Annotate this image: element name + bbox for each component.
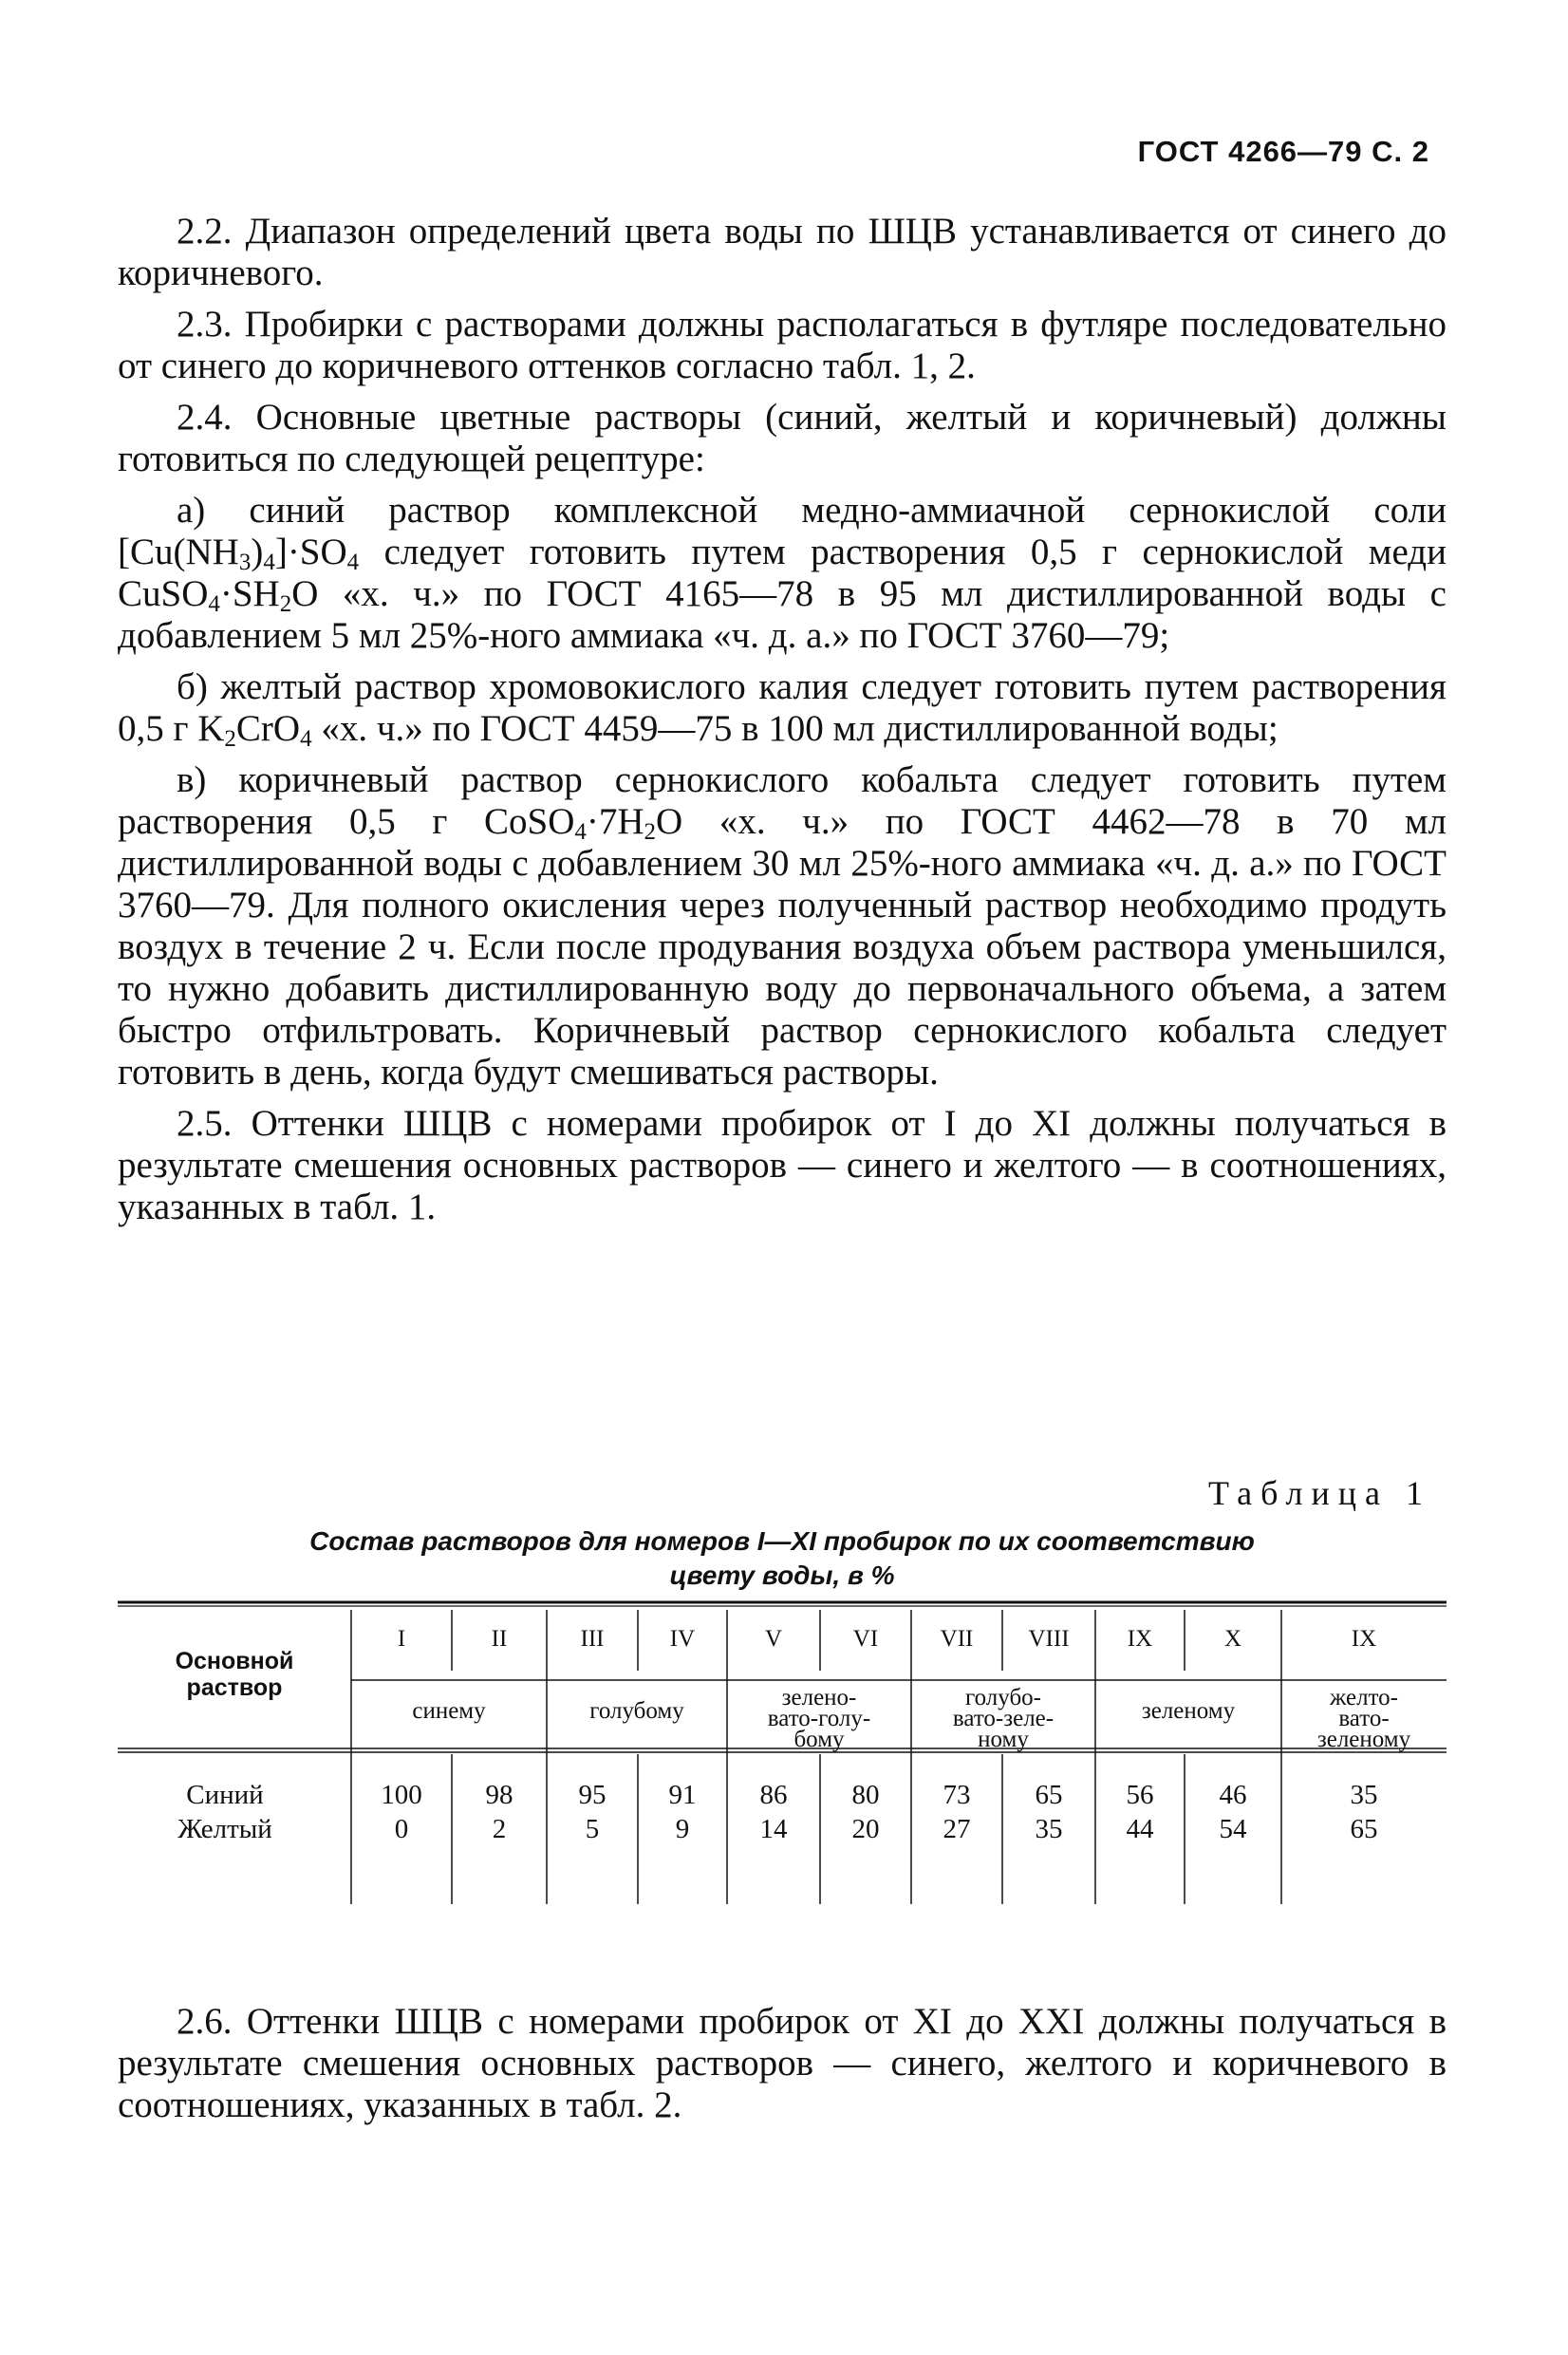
column-numeral: I (397, 1626, 406, 1652)
paragraph-2-4-b: б) желтый раствор хромовокислого калия следует готовить путем растворения 0,5 г $K_2CrO_4$ «х. ч.» по ГОСТ 4459—75 в 100 мл дистиллированной воды; (118, 666, 1447, 752)
table-cell-yellow: 35 (1035, 1814, 1063, 1844)
paragraph-2-2: 2.2. Диапазон определений цвета воды по ШЦВ устанавливается от синего до коричневого. (118, 211, 1447, 293)
column-numeral: II (491, 1626, 508, 1652)
table-cell-blue: 35 (1350, 1780, 1378, 1810)
column-numeral: V (764, 1626, 783, 1652)
paragraph-2-5: 2.5. Оттенки ШЦВ с номерами пробирок от I до XI должны получаться в результате смешения основных растворов — синего и желтого — в соотношениях, указанных в табл. 1. (118, 1103, 1447, 1227)
column-group-label: зеленому (1316, 1727, 1411, 1752)
row-label: Синий (186, 1780, 264, 1810)
table-cell-blue: 100 (381, 1780, 422, 1810)
column-numeral: III (580, 1626, 605, 1652)
paragraph-2-3: 2.3. Пробирки с растворами должны располагаться в футляре последовательно от синего до коричневого оттенков согласно табл. 1, 2. (118, 304, 1447, 386)
paragraph-2-6: 2.6. Оттенки ШЦВ с номерами пробирок от XI до XXI должны получаться в результате смешения основных растворов — синего, желтого и коричневого в соотношениях, указанных в табл. 2. (118, 2001, 1447, 2125)
row-label: Желтый (177, 1814, 272, 1844)
table-cell-yellow: 2 (492, 1814, 507, 1844)
column-group-label: вато-голу- (767, 1706, 871, 1731)
column-numeral: VIII (1028, 1626, 1070, 1652)
table-cell-yellow: 54 (1219, 1814, 1247, 1844)
column-numeral: IV (669, 1626, 696, 1652)
column-group-label: вато-зеле- (952, 1706, 1055, 1731)
table-cell-blue: 73 (943, 1780, 971, 1810)
table-cell-yellow: 5 (585, 1814, 600, 1844)
table-cell-blue: 91 (668, 1780, 697, 1810)
table-cell-blue: 56 (1126, 1780, 1154, 1810)
column-group-label: синему (412, 1698, 486, 1724)
row-header-label: Основной (175, 1648, 294, 1674)
column-group-label: вато- (1338, 1706, 1390, 1731)
table-title-line-1: Состав растворов для номеров I—XI пробирок по их соответствию (309, 1526, 1255, 1556)
column-numeral: IX (1127, 1626, 1153, 1652)
table-cell-blue: 98 (485, 1780, 513, 1810)
table-cell-yellow: 9 (675, 1814, 690, 1844)
table-title (118, 1524, 1447, 1593)
table-caption: Таблица 1 (1208, 1474, 1431, 1512)
table-cell-yellow: 65 (1350, 1814, 1378, 1844)
column-group-label: зеленому (1141, 1698, 1236, 1724)
column-numeral: X (1223, 1626, 1242, 1652)
document-body (118, 211, 1447, 1238)
column-group-label: зелено- (781, 1685, 857, 1710)
row-header-label: раствор (186, 1674, 283, 1701)
column-numeral: VII (940, 1626, 974, 1652)
table-cell-blue: 86 (759, 1780, 788, 1810)
table-cell-yellow: 0 (394, 1814, 409, 1844)
column-group-label: желто- (1330, 1685, 1398, 1710)
column-numeral: VI (852, 1626, 879, 1652)
column-group-label: голубому (589, 1698, 684, 1724)
column-group-label: голубо- (965, 1685, 1041, 1710)
page-header: ГОСТ 4266—79 С. 2 (1137, 135, 1429, 168)
table-cell-blue: 95 (578, 1780, 607, 1810)
column-group-label: ному (978, 1727, 1029, 1752)
document-body-continued (118, 2001, 1447, 2126)
table-cell-yellow: 44 (1126, 1814, 1154, 1844)
table-cell-yellow: 20 (851, 1814, 880, 1844)
paragraph-2-4-a: а) синий раствор комплексной медно-аммиачной сернокислой соли $[Cu(NH_3)_4]\cdot SO_4$ следует готовить путем растворения 0,5 г сернокислой меди $CuSO_4\cdot SH_2O$ «х. ч.» по ГОСТ 4165—78 в 95 мл дистиллированной воды с добавлением 5 мл 25%-ного аммиака «ч. д. а.» по ГОСТ 3760—79; (118, 490, 1447, 656)
table-cell-blue: 80 (851, 1780, 880, 1810)
table-cell-blue: 65 (1035, 1780, 1063, 1810)
table-cell-yellow: 27 (943, 1814, 971, 1844)
table-cell-yellow: 14 (759, 1814, 788, 1844)
paragraph-2-4-v: в) коричневый раствор сернокислого кобальта следует готовить путем растворения 0,5 г $CoSO_4\cdot 7H_2O$ «х. ч.» по ГОСТ 4462—78 в 70 мл дистиллированной воды с добавлением 30 мл 25%-ного аммиака «ч. д. а.» по ГОСТ 3760—79. Для полного окисления через полученный раствор необходимо продуть воздух в течение 2 ч. Если после продувания воздуха объем раствора уменьшился, то нужно добавить дистиллированную воду до первоначального объема, а затем быстро отфильтровать. Коричневый раствор сернокислого кобальта следует готовить в день, когда будут смешиваться растворы. (118, 759, 1447, 1093)
table-cell-blue: 46 (1219, 1780, 1247, 1810)
column-numeral: IX (1351, 1626, 1377, 1652)
table-title-line-2: цвету воды, в % (669, 1561, 895, 1590)
column-group-label: бому (793, 1727, 845, 1752)
paragraph-2-4: 2.4. Основные цветные растворы (синий, желтый и коричневый) должны готовиться по следующей рецептуре: (118, 397, 1447, 479)
